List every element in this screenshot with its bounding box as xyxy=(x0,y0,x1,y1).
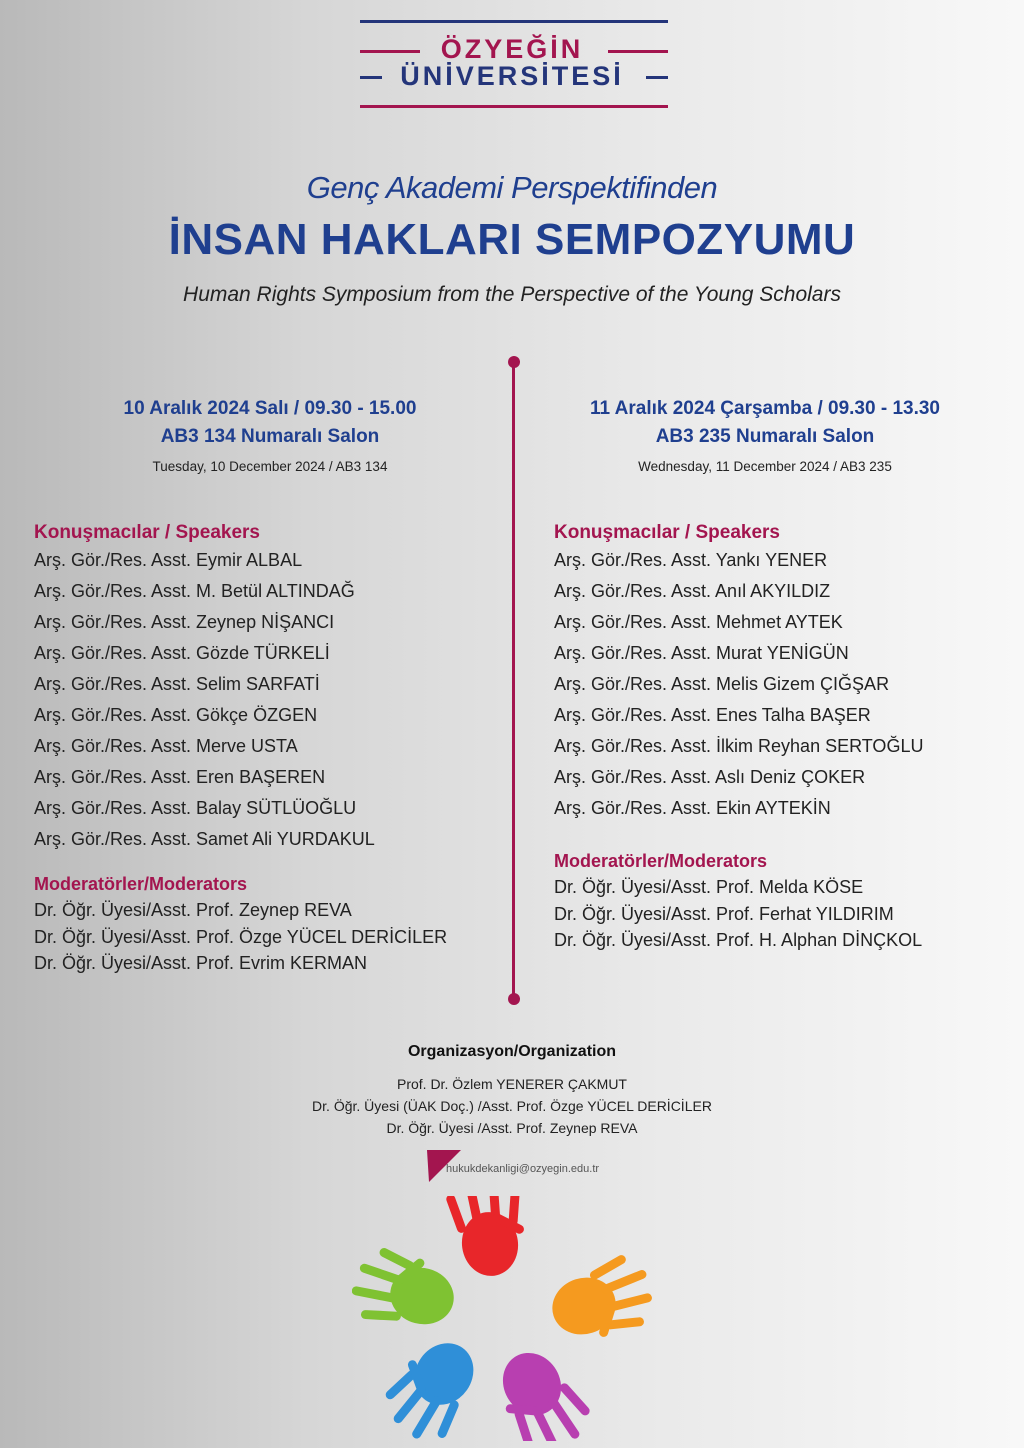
divider-bottom-dot xyxy=(508,993,520,1005)
divider-top-dot xyxy=(508,356,520,368)
list-item: Arş. Gör./Res. Asst. Eren BAŞEREN xyxy=(34,767,326,787)
list-item: Dr. Öğr. Üyesi/Asst. Prof. Zeynep REVA xyxy=(34,900,352,920)
day1-speakers-title: Konuşmacılar / Speakers xyxy=(34,522,260,543)
contact-email[interactable]: hukukdekanligi@ozyegin.edu.tr xyxy=(446,1163,600,1175)
list-item: Prof. Dr. Özlem YENERER ÇAKMUT xyxy=(396,1076,627,1092)
day1-room: AB3 134 Numaralı Salon xyxy=(160,426,380,447)
list-item: Arş. Gör./Res. Asst. İlkim Reyhan SERTOĞLU xyxy=(554,736,924,756)
list-item: Arş. Gör./Res. Asst. M. Betül ALTINDAĞ xyxy=(34,581,355,601)
event-english-title: Human Rights Symposium from the Perspective of the Young Scholars xyxy=(183,283,841,306)
event-subtitle: Genç Akademi Perspektifinden xyxy=(306,170,718,205)
logo-line-2: ÜNİVERSİTESİ xyxy=(400,61,624,91)
list-item: Arş. Gör./Res. Asst. Merve USTA xyxy=(34,736,298,756)
day1-moderators-title: Moderatörler/Moderators xyxy=(34,874,248,894)
list-item: Dr. Öğr. Üyesi/Asst. Prof. Melda KÖSE xyxy=(554,877,864,897)
day2-speakers-title: Konuşmacılar / Speakers xyxy=(554,522,780,543)
day1-moderators-list xyxy=(34,897,447,977)
organization-title: Organizasyon/Organization xyxy=(407,1043,617,1060)
list-item: Arş. Gör./Res. Asst. Anıl AKYILDIZ xyxy=(554,581,831,601)
list-item: Arş. Gör./Res. Asst. Zeynep NİŞANCI xyxy=(34,612,335,632)
day2-date: 11 Aralık 2024 Çarşamba / 09.30 - 13.30 xyxy=(590,398,940,419)
list-item: Dr. Öğr. Üyesi/Asst. Prof. H. Alphan DİNÇKOL xyxy=(554,930,923,950)
list-item: Arş. Gör./Res. Asst. Eymir ALBAL xyxy=(34,550,303,570)
day2-room: AB3 235 Numaralı Salon xyxy=(655,426,875,447)
logo-line-1: ÖZYEĞİN xyxy=(440,34,584,64)
day1-date: 10 Aralık 2024 Salı / 09.30 - 15.00 xyxy=(123,398,417,419)
list-item: Arş. Gör./Res. Asst. Selim SARFATİ xyxy=(34,674,320,694)
list-item: Arş. Gör./Res. Asst. Mehmet AYTEK xyxy=(554,612,843,632)
list-item: Arş. Gör./Res. Asst. Aslı Deniz ÇOKER xyxy=(554,767,866,787)
event-title: İNSAN HAKLARI SEMPOZYUMU xyxy=(168,215,856,264)
list-item: Dr. Öğr. Üyesi/Asst. Prof. Ferhat YILDIRIM xyxy=(554,903,894,924)
list-item: Arş. Gör./Res. Asst. Melis Gizem ÇIĞŞAR xyxy=(554,674,890,694)
day1-header xyxy=(20,395,520,474)
day1-english: Tuesday, 10 December 2024 / AB3 134 xyxy=(152,459,388,474)
list-item: Arş. Gör./Res. Asst. Ekin AYTEKİN xyxy=(554,798,831,818)
list-item: Dr. Öğr. Üyesi/Asst. Prof. Evrim KERMAN xyxy=(34,953,368,973)
organization-list xyxy=(0,1073,1024,1139)
day2-moderators-list xyxy=(554,874,922,954)
list-item: Arş. Gör./Res. Asst. Gökçe ÖZGEN xyxy=(34,705,318,725)
list-item: Arş. Gör./Res. Asst. Murat YENİGÜN xyxy=(554,643,849,663)
day2-speakers-list xyxy=(554,545,923,824)
list-item: Arş. Gör./Res. Asst. Yankı YENER xyxy=(554,550,828,570)
list-item: Arş. Gör./Res. Asst. Balay SÜTLÜOĞLU xyxy=(34,798,357,818)
list-item: Arş. Gör./Res. Asst. Enes Talha BAŞER xyxy=(554,705,871,725)
day2-header xyxy=(515,395,1015,474)
logo-bottom-rule xyxy=(360,105,668,108)
logo-top-rule xyxy=(360,20,668,23)
list-item: Dr. Öğr. Üyesi (ÜAK Doç.) /Asst. Prof. Özge YÜCEL DERİCİLER xyxy=(312,1098,712,1114)
day2-english: Wednesday, 11 December 2024 / AB3 235 xyxy=(638,459,892,474)
list-item: Dr. Öğr. Üyesi /Asst. Prof. Zeynep REVA xyxy=(386,1120,638,1136)
day2-moderators-title: Moderatörler/Moderators xyxy=(554,851,768,871)
list-item: Arş. Gör./Res. Asst. Gözde TÜRKELİ xyxy=(34,643,330,663)
colorful-hands-circle-icon xyxy=(352,1196,682,1441)
day1-speakers-list xyxy=(34,545,375,855)
list-item: Arş. Gör./Res. Asst. Samet Ali YURDAKUL xyxy=(34,829,375,849)
list-item: Dr. Öğr. Üyesi/Asst. Prof. Özge YÜCEL DERİCİLER xyxy=(34,926,448,947)
